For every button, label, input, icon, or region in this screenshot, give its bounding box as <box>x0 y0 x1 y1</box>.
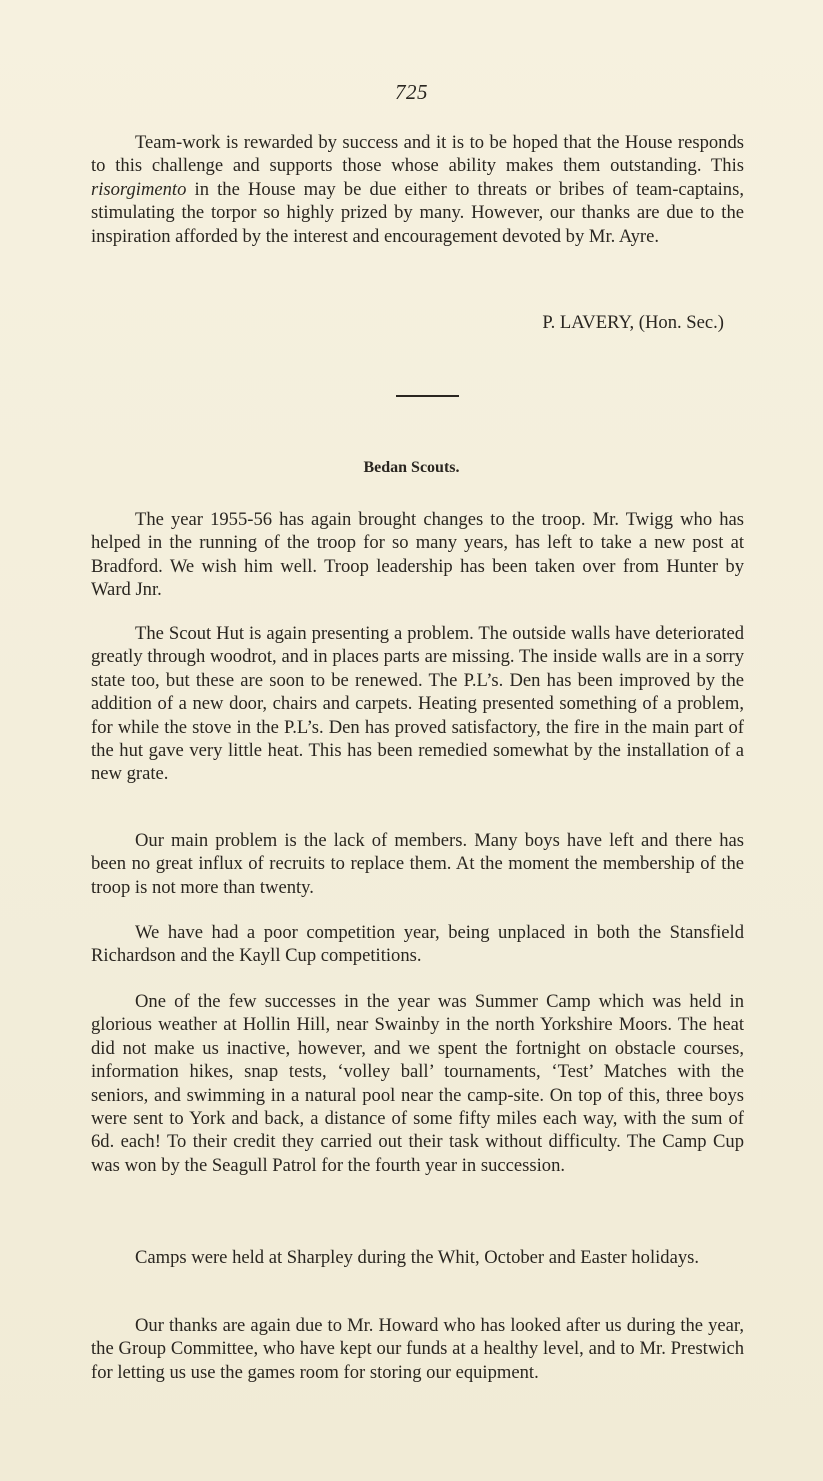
scouts-paragraph-4-block <box>91 921 744 968</box>
scouts-paragraph-7-block <box>91 1314 744 1384</box>
scouts-paragraph-2-block <box>91 622 744 786</box>
section-heading-text: Bedan Scouts. <box>363 459 460 476</box>
scouts-paragraph: We have had a poor competition year, being unplaced in both the Stansfield Richardson and the Kayll Cup competitions. <box>91 922 744 967</box>
scouts-paragraph-3-block <box>91 829 744 899</box>
scouts-paragraph: The Scout Hut is again presenting a problem. The outside walls have deteriorated greatly through woodrot, and in places parts are missing. The inside walls are in a sorry state too, but these are soon to be renewed. The P.L’s. Den has been improved by the addition of a new door, chairs and carpets. Heating presented something of a problem, for while the stove in the P.L’s. Den has proved satisfactory, the fire in the main part of the hut gave very little heat. This has been remedied somewhat by the installation of a new grate. <box>91 623 744 785</box>
scouts-paragraph: Camps were held at Sharpley during the Whit, October and Easter holidays. <box>135 1247 700 1268</box>
intro-paragraph-block <box>91 131 744 248</box>
scouts-paragraph-5-block <box>91 990 744 1177</box>
section-divider <box>396 395 459 397</box>
page-number: 725 <box>395 80 428 104</box>
scouts-paragraph-1-block <box>91 508 744 602</box>
scouts-paragraph-6-block <box>91 1246 744 1269</box>
section-heading <box>0 459 823 477</box>
scouts-paragraph: Our main problem is the lack of members. Many boys have left and there has been no great influx of recruits to replace them. At the moment the membership of the troop is not more than twenty. <box>91 830 744 898</box>
intro-paragraph: Team-work is rewarded by success and it is to be hoped that the House responds to this challenge and supports those whose ability makes them outstanding. This risorgimento in the House may be due either to threats or bribes of team-captains, stimulating the torpor so highly prized by many. However, our thanks are due to the inspiration afforded by the interest and encouragement devoted by Mr. Ayre. <box>91 132 744 247</box>
scouts-paragraph: One of the few successes in the year was Summer Camp which was held in glorious weather at Hollin Hill, near Swainby in the north Yorkshire Moors. The heat did not make us inactive, however, and we spent the fortnight on obstacle courses, information hikes, snap tests, ‘volley ball’ tournaments, ‘Test’ Matches with the seniors, and swimming in a natural pool near the camp-site. On top of this, three boys were sent to York and back, a distance of some fifty miles each way, with the sum of 6d. each! To their credit they carried out their task without difficulty. The Camp Cup was won by the Seagull Patrol for the fourth year in succession. <box>91 991 744 1176</box>
scouts-paragraph: Our thanks are again due to Mr. Howard who has looked after us during the year, the Group Committee, who have kept our funds at a healthy level, and to Mr. Prestwich for letting us use the games room for storing our equipment. <box>91 1315 744 1383</box>
scouts-paragraph: The year 1955-56 has again brought changes to the troop. Mr. Twigg who has helped in the running of the troop for so many years, has left to take a new post at Bradford. We wish him well. Troop leadership has been taken over from Hunter by Ward Jnr. <box>91 509 744 601</box>
signature-line: P. LAVERY, (Hon. Sec.) <box>542 312 724 333</box>
italic-word: risorgimento <box>91 178 187 200</box>
